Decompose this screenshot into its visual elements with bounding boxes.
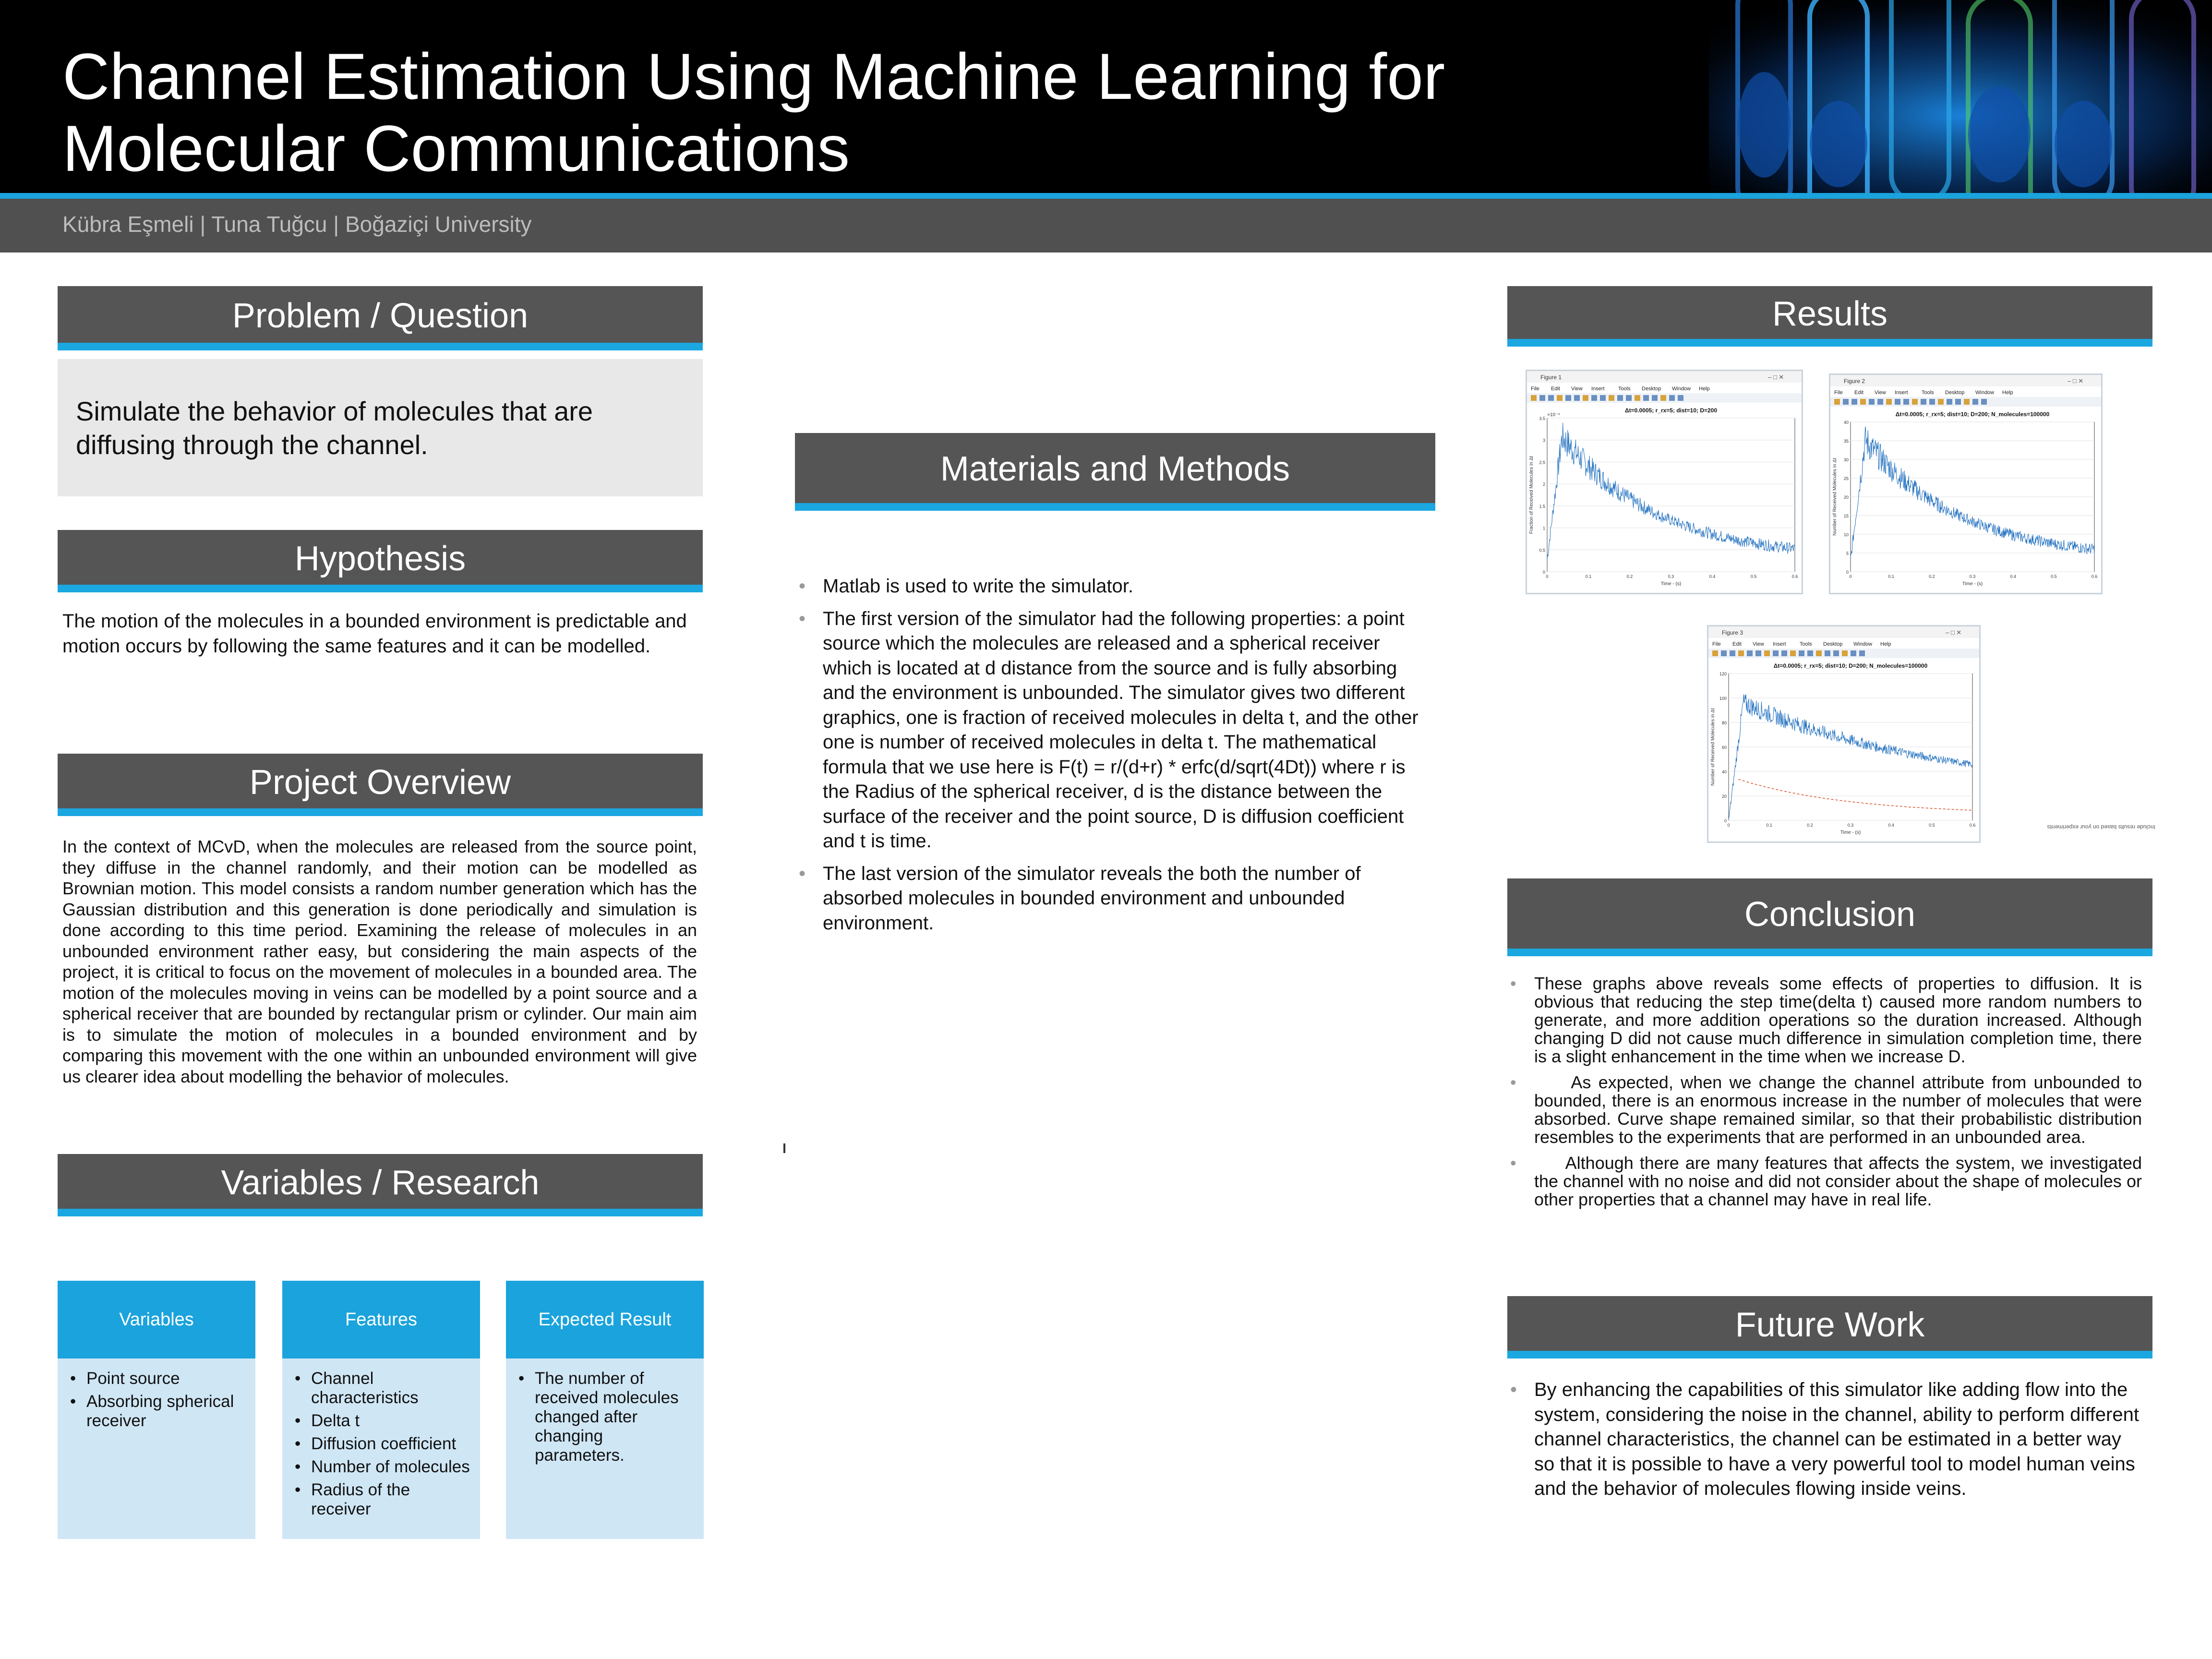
menu-item[interactable]: Tools <box>1618 386 1631 392</box>
y-axis-label: Number of Received Molecules in Δt <box>1710 708 1716 786</box>
variables-column-title: Variables <box>58 1281 255 1358</box>
menu-item[interactable]: Edit <box>1854 390 1863 396</box>
y-tick-label: 2 <box>1542 482 1545 487</box>
toolbar-icon[interactable] <box>1851 399 1857 405</box>
x-tick-label: 0.6 <box>2091 574 2098 579</box>
figure-2-plot <box>1830 375 2101 593</box>
toolbar-icon[interactable] <box>1678 395 1683 401</box>
y-tick-label: 2.5 <box>1539 460 1545 465</box>
toolbar-icon[interactable] <box>1947 399 1952 405</box>
title-line-1: Channel Estimation Using Machine Learning for <box>62 40 1445 113</box>
window-controls[interactable]: – □ ✕ <box>1768 373 1784 381</box>
menu-item[interactable]: File <box>1712 641 1721 647</box>
conclusion-header <box>1507 878 2152 956</box>
window-title: Figure 2 <box>1844 378 1865 385</box>
toolbar-icon[interactable] <box>1929 399 1935 405</box>
y-tick-label: 3 <box>1542 438 1545 443</box>
x-tick-label: 0.6 <box>1791 574 1798 579</box>
plot-axes <box>1547 418 1795 572</box>
x-axis-label: Time - (s) <box>1962 581 1983 587</box>
x-tick-label: 0 <box>1727 823 1730 828</box>
menu-item[interactable]: Edit <box>1551 386 1560 392</box>
y-tick-label: 0 <box>1846 570 1849 575</box>
toolbar-icon[interactable] <box>1790 650 1796 656</box>
toolbar-icon[interactable] <box>1738 650 1744 656</box>
list-item: • Although there are many features that affects the system, we investigated the channel with no noise and did not consider about the shape of molecules or other properties that a channel may have in real life. <box>1510 1154 2142 1209</box>
list-item: • The last version of the simulator reveals the both the number of absorbed molecules in bounded environment and unbounded environment. <box>799 862 1432 936</box>
toolbar-icon[interactable] <box>1981 399 1987 405</box>
figure-3-window <box>1707 625 1981 843</box>
y-tick-label: 20 <box>1843 495 1849 500</box>
x-tick-label: 0.2 <box>1929 574 1935 579</box>
menu-item[interactable]: Insert <box>1773 641 1786 647</box>
menu-item[interactable]: File <box>1834 390 1843 396</box>
toolbar-icon[interactable] <box>1851 650 1856 656</box>
mirrored-note: Include results based on your experiments <box>2047 824 2155 830</box>
y-tick-label: 20 <box>1721 794 1727 799</box>
list-item: • The number of received molecules changed after changing parameters. <box>516 1369 694 1465</box>
toolbar-icon[interactable] <box>1886 399 1892 405</box>
overview-header <box>58 754 703 816</box>
toolbar-icon[interactable] <box>1903 399 1909 405</box>
y-tick-label: 100 <box>1719 696 1727 701</box>
expected-result-column-title: Expected Result <box>506 1281 704 1358</box>
y-tick-label: 35 <box>1843 439 1849 444</box>
axis-exponent: ×10⁻⁴ <box>1547 412 1560 418</box>
toolbar-icon[interactable] <box>1807 650 1813 656</box>
stray-mark <box>783 1143 785 1153</box>
y-tick-label: 0.5 <box>1539 548 1545 553</box>
x-tick-label: 0.1 <box>1766 823 1772 828</box>
toolbar-icon[interactable] <box>1609 395 1614 401</box>
hypothesis-heading: Hypothesis <box>294 540 466 578</box>
overview-text: In the context of MCvD, when the molecules are released from the source point, they diffuse in the channel randomly, and their motion can be modelled as Brownian motion. This model consists a random number generation which has the Gaussian distribution and this generation is done periodically and simulation is done according to this time period. Examining the release of molecules in an unbounded environment rather easy, but considering the main aspects of the project, it is critical to focus on the movement of molecules in a bounded area. The motion of the molecules moving in veins can be modelled by a point source and a spherical receiver that are bounded by rectangular prism or cylinder. Our main aim is to simulate the motion of molecules in a bounded environment and by comparing this movement with the one within an unbounded environment will give us clearer idea about modelling the behavior of molecules. <box>62 837 697 1086</box>
menu-item[interactable]: Help <box>1699 386 1710 392</box>
x-axis-label: Time - (s) <box>1840 830 1861 835</box>
toolbar-icon[interactable] <box>1643 395 1649 401</box>
toolbar-icon[interactable] <box>1755 650 1761 656</box>
x-tick-label: 0.3 <box>1847 823 1854 828</box>
list-item: • Matlab is used to write the simulator. <box>799 574 1432 599</box>
toolbar-icon[interactable] <box>1895 399 1900 405</box>
toolbar-icon[interactable] <box>1972 399 1978 405</box>
x-tick-label: 0.4 <box>1709 574 1716 579</box>
window-titlebar <box>1830 375 2101 386</box>
window-controls[interactable]: – □ ✕ <box>2068 377 2084 385</box>
test-tubes-image <box>1709 0 2212 193</box>
menu-item[interactable]: Tools <box>1922 390 1934 396</box>
toolbar-icon[interactable] <box>1721 650 1727 656</box>
figure-1-plot <box>1527 371 1802 593</box>
hypothesis-header <box>58 530 703 592</box>
expected-result-column <box>506 1281 704 1539</box>
methods-heading: Materials and Methods <box>940 450 1290 488</box>
y-tick-label: 30 <box>1843 457 1849 462</box>
menu-item[interactable]: File <box>1531 386 1539 392</box>
menu-item[interactable]: Insert <box>1895 390 1908 396</box>
window-titlebar <box>1708 626 1979 638</box>
list-item: • Delta t <box>292 1411 470 1431</box>
methods-list <box>799 574 1432 936</box>
variables-header <box>58 1154 703 1216</box>
problem-text: Simulate the behavior of molecules that are diffusing through the channel. <box>76 396 593 460</box>
toolbar-icon[interactable] <box>1669 395 1675 401</box>
y-tick-label: 10 <box>1843 532 1849 537</box>
toolbar-icon[interactable] <box>1565 395 1571 401</box>
toolbar-icon[interactable] <box>1539 395 1545 401</box>
conclusion-list <box>1510 974 2147 1209</box>
toolbar-icon[interactable] <box>1660 395 1666 401</box>
plot-title: Δt=0.0005; r_rx=5; dist=10; D=200; N_molecules=100000 <box>1773 662 1928 669</box>
toolbar-icon[interactable] <box>1938 399 1944 405</box>
list-item: • The first version of the simulator had the following properties: a point source which the molecules are released and a spherical receiver which is located at d distance from the source and is fully absorbing and the environment is unbounded. The simulator gives two different graphics, one is fraction of received molecules in delta t, and the other one is number of received molecules in delta t. The mathematical formula that we use here is F(t) = r/(d+r) * erfc(d/sqrt(4Dt)) where r is the Radius of the spherical receiver, d is the distance between the surface of the receiver and the point source, D is diffusion coefficient and t is time. <box>799 607 1432 854</box>
y-tick-label: 15 <box>1843 514 1849 518</box>
x-tick-label: 0.1 <box>1888 574 1894 579</box>
features-column <box>282 1281 480 1539</box>
toolbar-icon[interactable] <box>1747 650 1753 656</box>
toolbar-icon[interactable] <box>1799 650 1804 656</box>
x-tick-label: 0.2 <box>1807 823 1813 828</box>
menu-item[interactable]: View <box>1753 641 1764 647</box>
figure-2-window <box>1829 373 2103 594</box>
toolbar-icon[interactable] <box>1825 650 1830 656</box>
toolbar-icon[interactable] <box>1712 650 1718 656</box>
authors: Kübra Eşmeli | Tuna Tuğcu | Boğaziçi University <box>62 212 532 237</box>
results-header <box>1507 286 2152 347</box>
toolbar-icon[interactable] <box>1912 399 1918 405</box>
toolbar-icon[interactable] <box>1591 395 1597 401</box>
toolbar-icon[interactable] <box>1964 399 1970 405</box>
toolbar-icon[interactable] <box>1816 650 1822 656</box>
y-tick-label: 25 <box>1843 476 1849 481</box>
menu-item[interactable]: View <box>1875 390 1886 396</box>
list-item: • Radius of the receiver <box>292 1480 470 1519</box>
x-tick-label: 0.1 <box>1585 574 1592 579</box>
x-tick-label: 0.5 <box>2051 574 2057 579</box>
future-header <box>1507 1296 2152 1358</box>
x-axis-label: Time - (s) <box>1660 581 1682 587</box>
features-column-title: Features <box>282 1281 480 1358</box>
y-tick-label: 120 <box>1719 672 1727 676</box>
menu-item[interactable]: Help <box>1880 641 1891 647</box>
menu-item[interactable]: Insert <box>1591 386 1605 392</box>
toolbar-icon[interactable] <box>1531 395 1537 401</box>
variables-column-body <box>58 1358 255 1539</box>
x-tick-label: 0 <box>1546 574 1549 579</box>
window-controls[interactable]: – □ ✕ <box>1946 629 1962 636</box>
menu-item[interactable]: Desktop <box>1642 386 1661 392</box>
toolbar-icon[interactable] <box>1955 399 1961 405</box>
y-tick-label: 1 <box>1542 526 1545 531</box>
toolbar-icon[interactable] <box>1842 650 1848 656</box>
x-tick-label: 0.6 <box>1969 823 1976 828</box>
toolbar-icon[interactable] <box>1834 399 1840 405</box>
toolbar-icon[interactable] <box>1859 650 1865 656</box>
x-tick-label: 0.4 <box>1888 823 1894 828</box>
toolbar-icon[interactable] <box>1652 395 1658 401</box>
menu-item[interactable]: Desktop <box>1945 390 1965 396</box>
future-list <box>1510 1378 2142 1502</box>
toolbar-icon[interactable] <box>1869 399 1875 405</box>
variables-column <box>58 1281 255 1539</box>
results-heading: Results <box>1772 295 1888 333</box>
toolbar-icon[interactable] <box>1730 650 1735 656</box>
toolbar-icon[interactable] <box>1548 395 1554 401</box>
toolbar-icon[interactable] <box>1921 399 1926 405</box>
menu-item[interactable]: Window <box>1672 386 1691 392</box>
menu-item[interactable]: Help <box>2002 390 2013 396</box>
toolbar-icon[interactable] <box>1764 650 1770 656</box>
toolbar-icon[interactable] <box>1583 395 1588 401</box>
menu-item[interactable]: Window <box>1975 390 1995 396</box>
toolbar-icon[interactable] <box>1635 395 1640 401</box>
y-tick-label: 40 <box>1721 769 1727 774</box>
menu-item[interactable]: Desktop <box>1823 641 1843 647</box>
list-item: • Point source <box>67 1369 246 1388</box>
toolbar-icon[interactable] <box>1600 395 1606 401</box>
plot-title: Δt=0.0005; r_rx=5; dist=10; D=200; N_molecules=100000 <box>1895 411 2050 418</box>
x-tick-label: 0.4 <box>2010 574 2016 579</box>
list-item: • As expected, when we change the channel attribute from unbounded to bounded, there is an enormous increase in the number of molecules that were absorbed. Curve shape remained similar, so that their probabilistic distribution resembles to the experiments that are performed in an unbounded area. <box>1510 1073 2142 1146</box>
toolbar-icon[interactable] <box>1833 650 1839 656</box>
toolbar-icon[interactable] <box>1843 399 1849 405</box>
future-heading: Future Work <box>1735 1306 1925 1344</box>
menu-item[interactable]: Window <box>1853 641 1873 647</box>
x-tick-label: 0.5 <box>1929 823 1935 828</box>
list-item: • Number of molecules <box>292 1457 470 1477</box>
y-tick-label: 40 <box>1843 420 1849 425</box>
y-axis-label: Number of Received Molecules in Δt <box>1832 458 1838 536</box>
list-item: • By enhancing the capabilities of this simulator like adding flow into the system, considering the noise in the channel, ability to perform different channel characteristics, the channel can be estimated in a better way so that it is possible to have a very powerful tool to model human veins and the behavior of molecules flowing inside veins. <box>1510 1378 2142 1502</box>
x-tick-label: 0.2 <box>1626 574 1633 579</box>
menu-item[interactable]: Tools <box>1800 641 1812 647</box>
menu-item[interactable]: Edit <box>1732 641 1742 647</box>
toolbar-icon[interactable] <box>1617 395 1623 401</box>
features-column-body <box>282 1358 480 1539</box>
figure-3-plot <box>1708 626 1979 842</box>
list-item: • Channel characteristics <box>292 1369 470 1407</box>
y-tick-label: 1.5 <box>1539 504 1545 509</box>
variables-heading: Variables / Research <box>221 1164 540 1202</box>
expected-result-column-body <box>506 1358 704 1539</box>
list-item: • Absorbing spherical receiver <box>67 1392 246 1431</box>
y-tick-label: 0 <box>1542 570 1545 575</box>
list-item: • Diffusion coefficient <box>292 1434 470 1454</box>
toolbar-icon[interactable] <box>1626 395 1632 401</box>
figure-1-window <box>1526 370 1803 594</box>
x-tick-label: 0.3 <box>1668 574 1674 579</box>
y-axis-label: Fraction of Received Molecules in Δt <box>1529 456 1534 534</box>
toolbar-icon[interactable] <box>1860 399 1866 405</box>
x-tick-label: 0.3 <box>1969 574 1976 579</box>
title-line-2: Molecular Communications <box>62 112 850 185</box>
overview-heading: Project Overview <box>249 763 511 802</box>
plot-title: Δt=0.0005; r_rx=5; dist=10; D=200 <box>1624 407 1718 414</box>
hypothesis-text: The motion of the molecules in a bounded environment is predictable and motion occurs by following the same features and it can be modelled. <box>62 611 687 657</box>
y-tick-label: 3.5 <box>1539 416 1545 421</box>
menu-item[interactable]: View <box>1571 386 1583 392</box>
conclusion-heading: Conclusion <box>1744 895 1916 934</box>
y-tick-label: 80 <box>1721 721 1727 725</box>
toolbar-icon[interactable] <box>1574 395 1580 401</box>
window-titlebar <box>1527 371 1802 383</box>
y-tick-label: 60 <box>1721 745 1727 750</box>
x-tick-label: 0.5 <box>1750 574 1757 579</box>
y-tick-label: 5 <box>1846 551 1849 556</box>
methods-header <box>795 433 1435 511</box>
problem-header <box>58 286 703 350</box>
accent-divider <box>0 193 2212 199</box>
mirrored-note-area <box>2021 824 2155 862</box>
y-tick-label: 0 <box>1724 818 1727 823</box>
x-tick-label: 0 <box>1849 574 1852 579</box>
problem-heading: Problem / Question <box>232 297 529 335</box>
poster-title <box>62 40 1599 184</box>
window-title: Figure 3 <box>1722 629 1743 636</box>
toolbar-icon[interactable] <box>1557 395 1563 401</box>
list-item: • These graphs above reveals some effects of properties to diffusion. It is obvious that reducing the step time(delta t) caused more random numbers to generate, and more addition operations so the duration increased. Although changing D did not cause much difference in simulation completion time, there is a slight enhancement in the time when we increase D. <box>1510 974 2142 1066</box>
toolbar-icon[interactable] <box>1773 650 1779 656</box>
toolbar-icon[interactable] <box>1877 399 1883 405</box>
window-title: Figure 1 <box>1540 374 1562 381</box>
toolbar-icon[interactable] <box>1781 650 1787 656</box>
